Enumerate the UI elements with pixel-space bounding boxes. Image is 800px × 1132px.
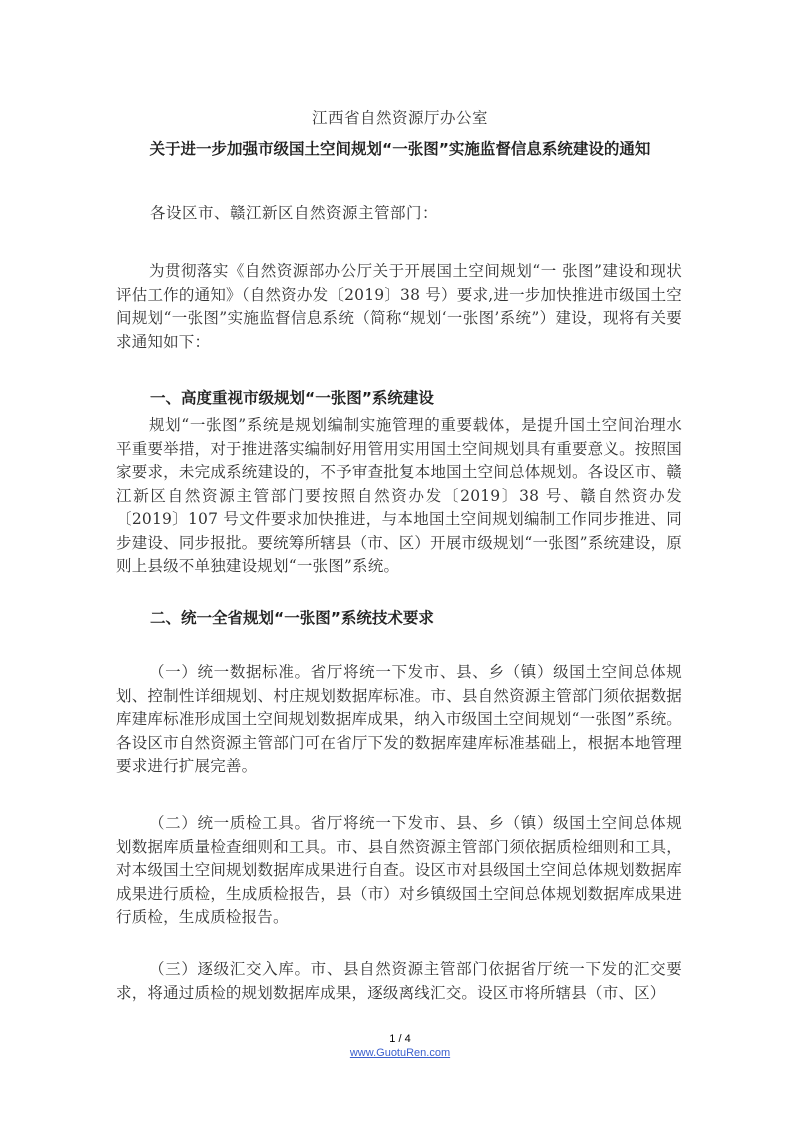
website-link[interactable]: www.GuotuRen.com xyxy=(349,1047,451,1059)
salutation: 各设区市、赣江新区自然资源主管部门： xyxy=(150,204,439,222)
issuer-name: 江西省自然资源厅办公室 xyxy=(311,109,488,127)
section-2-paragraph-1: （一）统一数据标准。省厅将统一下发市、县、乡（镇）级国土空间总体规划、控制性详细规划、村庄规划数据库标准。市、县自然资源主管部门须依据数据库建库标准形成国土空间规划数据库成果，纳入市级国土空间规划“一张图”系统。各设区市自然资源主管部门可在省厅下发的数据库建库标准基础上，根据本地管理要求进行扩展完善。 xyxy=(116,663,682,775)
document-title: 关于进一步加强市级国土空间规划“一张图”实施监督信息系统建设的通知 xyxy=(149,140,651,158)
section-2-heading: 二、统一全省规划“一张图”系统技术要求 xyxy=(150,609,434,627)
section-2-paragraph-3: （三）逐级汇交入库。市、县自然资源主管部门依据省厅统一下发的汇交要求，将通过质检的规划数据库成果，逐级离线汇交。设区市将所辖县（市、区） xyxy=(116,960,682,1002)
page-indicator: 1 / 4 xyxy=(389,1033,411,1045)
intro-paragraph: 为贯彻落实《自然资源部办公厅关于开展国土空间规划“一 张图”建设和现状评估工作的通知》（自然资办发〔2019〕38 号）要求,进一步加快推进市级国土空间规划“一张图”实施监督信息系统（简称“规划‘一张图’系统”）建设，现将有关要求通知如下： xyxy=(116,262,682,351)
section-1-heading: 一、高度重视市级规划“一张图”系统建设 xyxy=(150,389,434,407)
section-1-paragraph: 规划“一张图”系统是规划编制实施管理的重要载体，是提升国土空间治理水平重要举措，对于推进落实编制好用管用实用国土空间规划具有重要意义。按照国家要求，未完成系统建设的，不予审查批复本地国土空间总体规划。各设区市、赣江新区自然资源主管部门要按照自然资办发〔2019〕38 号、赣自然资办发〔2019〕107 号文件要求加快推进，与本地国土空间规划编制工作同步推进、同步建设、同步报批。要统筹所辖县（市、区）开展市级规划“一张图”系统建设，原则上县级不单独建设规划“一张图”系统。 xyxy=(116,416,682,575)
section-2-paragraph-2: （二）统一质检工具。省厅将统一下发市、县、乡（镇）级国土空间总体规划数据库质量检查细则和工具。市、县自然资源主管部门须依据质检细则和工具，对本级国土空间规划数据库成果进行自查。设区市对县级国土空间总体规划数据库成果进行质检，生成质检报告，县（市）对乡镇级国土空间总体规划数据库成果进行质检，生成质检报告。 xyxy=(116,814,682,926)
footer-link-container xyxy=(0,1047,800,1059)
